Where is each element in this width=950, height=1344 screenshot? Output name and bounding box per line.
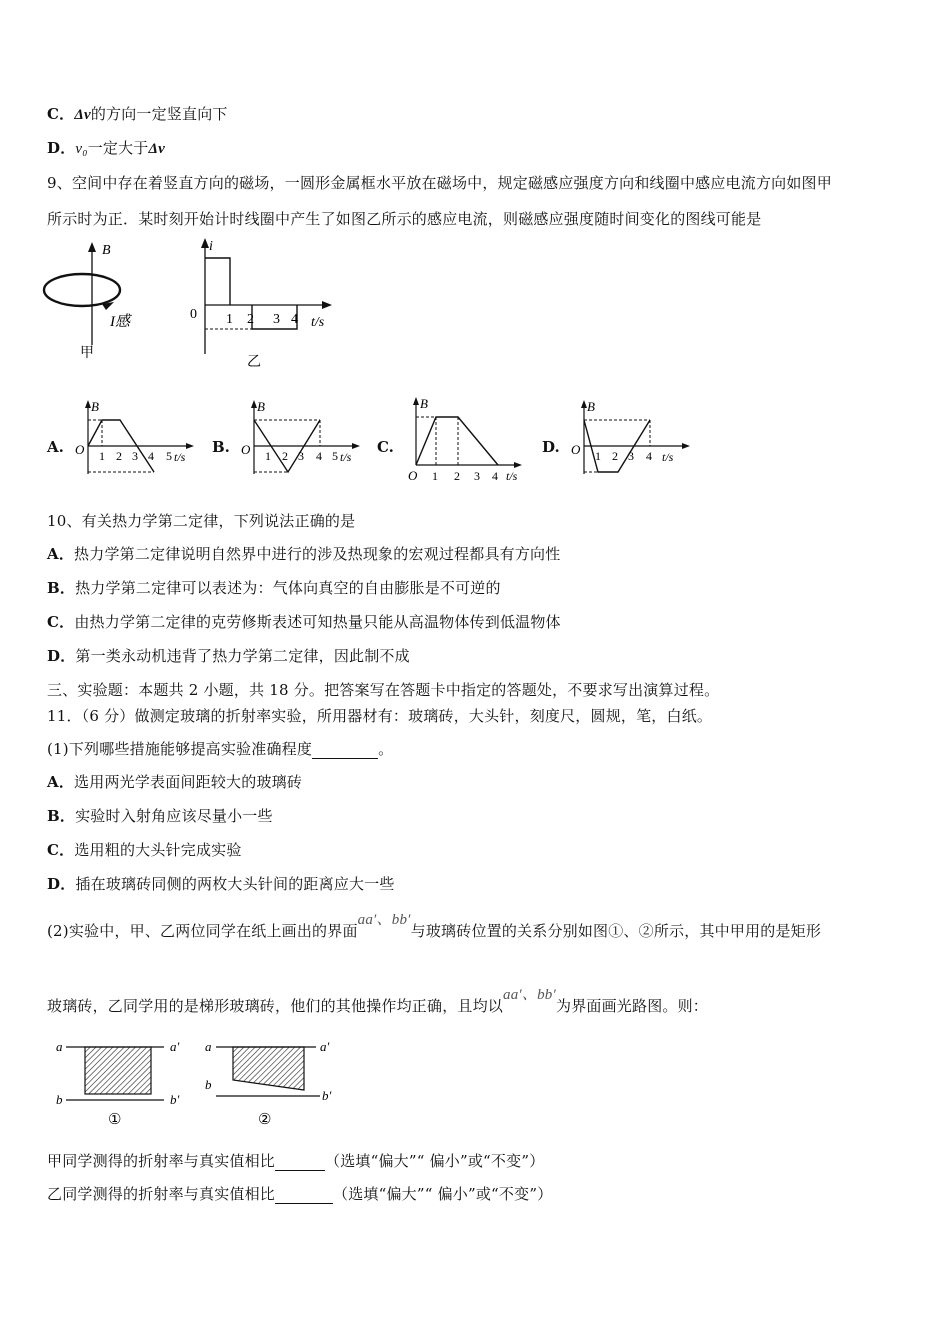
tick-label: 5 <box>332 449 338 463</box>
tick-label: 1 <box>99 449 105 463</box>
y-label: B <box>91 399 99 414</box>
answer-blank[interactable] <box>275 1156 325 1171</box>
option-text: 第一类永动机违背了热力学第二定律，因此制不成 <box>75 647 410 665</box>
q11-answer-jia <box>47 1150 544 1171</box>
caption: ② <box>258 1112 272 1128</box>
arrow-right-icon <box>186 443 194 449</box>
q10-option-c <box>47 611 561 632</box>
tick-label: 3 <box>298 449 304 463</box>
math-bb: bb′ <box>537 987 556 1003</box>
option-label: C． <box>47 841 75 859</box>
part2-text: 与玻璃砖位置的关系分别如图①、②所示，其中甲用的是矩形 <box>410 922 822 940</box>
q11-part1-stem <box>47 738 393 759</box>
tick-label: 4 <box>291 312 298 327</box>
label-a-prime: a′ <box>320 1039 330 1054</box>
tick-label: 2 <box>282 449 288 463</box>
b-curve <box>416 417 498 465</box>
math-bb: bb′ <box>391 912 411 928</box>
origin-label: 0 <box>190 307 197 322</box>
q11-stem: 11．（6 分）做测定玻璃的折射率实验，所用器材有：玻璃砖，大头针，刻度尺，圆规，笔，白纸。 <box>47 707 713 725</box>
x-label: t/s <box>311 315 325 330</box>
arrow-up-icon <box>88 242 96 252</box>
figure-yi <box>185 236 345 371</box>
option-label: B． <box>47 579 76 597</box>
part2-text: 玻璃砖，乙同学用的是梯形玻璃砖，他们的其他操作均正确，且均以 <box>47 997 504 1015</box>
q8-option-d <box>47 137 165 158</box>
q9-stem-line1: 9、空间中存在着竖直方向的磁场，一圆形金属框水平放在磁场中，规定磁感应强度方向和线圈中感应电流方向如图甲 <box>47 174 832 192</box>
caption: ① <box>108 1112 122 1128</box>
positive-pulse <box>205 258 230 305</box>
arrow-right-icon <box>352 443 360 449</box>
math-symbol: Δv <box>148 141 165 157</box>
figure-jia <box>40 240 150 365</box>
option-label: C． <box>47 105 75 123</box>
q9-stem-line2: 所示时为正．某时刻开始计时线圈中产生了如图乙所示的感应电流，则磁感应强度随时间变化的图线可能是 <box>47 210 762 228</box>
y-label: B <box>420 396 428 411</box>
origin-label: O <box>241 442 251 457</box>
glass-trapezoid <box>233 1047 304 1090</box>
x-label: t/s <box>340 450 352 464</box>
label-b-prime: b′ <box>170 1092 180 1107</box>
q9-option-c-graph <box>398 395 528 485</box>
option-label: D． <box>47 875 76 893</box>
tick-label: 2 <box>612 449 618 463</box>
figure-2-trapezoid-glass <box>200 1034 350 1130</box>
y-label: i <box>209 239 213 254</box>
answer-hint: （选填“偏大”“ 偏小”或“不变”） <box>325 1152 545 1170</box>
tick-label: 3 <box>273 312 280 327</box>
option-text: 实验时入射角应该尽量小一些 <box>75 807 273 825</box>
label-b: b <box>56 1092 63 1107</box>
x-label: t/s <box>174 450 186 464</box>
option-label: D． <box>47 139 76 157</box>
figure-1-rect-glass <box>52 1034 202 1130</box>
tick-label: 3 <box>628 449 634 463</box>
answer-hint: （选填“偏大”“ 偏小”或“不变”） <box>333 1185 553 1203</box>
option-text: 选用两光学表面间距较大的玻璃砖 <box>74 773 303 791</box>
q8-option-c <box>47 103 228 124</box>
answer-text: 甲同学测得的折射率与真实值相比 <box>47 1152 276 1170</box>
tick-label: 4 <box>316 449 322 463</box>
tick-label: 4 <box>646 449 652 463</box>
q11-option-b <box>47 805 273 826</box>
section-header: 三、实验题：本题共 2 小题，共 18 分。把答案写在答题卡中指定的答题处，不要求写出演算过程。 <box>47 681 720 699</box>
q9-option-d-graph <box>566 398 696 480</box>
q10-option-a <box>47 543 560 564</box>
math-sep: 、 <box>376 912 392 928</box>
arrow-right-icon <box>514 462 522 468</box>
origin-label: O <box>571 442 581 457</box>
part1-end: 。 <box>378 740 394 758</box>
i-label: I感 <box>110 314 130 330</box>
coil-ellipse <box>44 274 120 306</box>
option-text: 的方向一定竖直向下 <box>90 105 228 123</box>
option-text: 一定大于 <box>87 139 149 157</box>
label-a: a <box>56 1039 63 1054</box>
q9-option-b-label: B. <box>212 438 230 456</box>
tick-label: 2 <box>454 469 460 483</box>
math-interfaces <box>358 912 411 928</box>
tick-label: 4 <box>492 469 498 483</box>
origin-label: O <box>75 442 85 457</box>
option-label: A． <box>47 545 75 563</box>
origin-label: O <box>408 468 418 483</box>
arrow-up-icon <box>413 397 419 405</box>
label-b: b <box>205 1077 212 1092</box>
label-b-prime: b′ <box>322 1088 332 1103</box>
option-label: A． <box>47 773 75 791</box>
caption: 乙 <box>247 355 261 370</box>
tick-label: 4 <box>148 449 154 463</box>
q11-option-a <box>47 771 302 792</box>
math-sep: 、 <box>521 987 538 1003</box>
part2-text: 为界面画光路图。则： <box>556 997 709 1015</box>
math-interfaces <box>503 987 556 1003</box>
arrow-up-icon <box>201 238 209 248</box>
arrow-right-icon <box>682 443 690 449</box>
label-a: a <box>205 1039 212 1054</box>
caption: 甲 <box>80 346 94 361</box>
tick-label: 3 <box>474 469 480 483</box>
q11-part2-line2 <box>47 987 709 1016</box>
part2-text: (2)实验中，甲、乙两位同学在纸上画出的界面 <box>47 922 358 940</box>
part1-text: (1)下列哪些措施能够提高实验准确程度 <box>47 740 313 758</box>
tick-label: 1 <box>595 449 601 463</box>
answer-text: 乙同学测得的折射率与真实值相比 <box>47 1185 276 1203</box>
q9-option-a-graph <box>70 398 200 480</box>
q11-part2-line1 <box>47 912 822 941</box>
answer-blank[interactable] <box>275 1189 333 1204</box>
q9-option-c-label: C. <box>377 438 394 456</box>
option-label: C． <box>47 613 75 631</box>
tick-label: 5 <box>166 449 172 463</box>
tick-label: 3 <box>132 449 138 463</box>
b-label: B <box>102 243 111 258</box>
q11-option-d <box>47 873 395 894</box>
y-label: B <box>257 399 265 414</box>
x-label: t/s <box>662 450 674 464</box>
q10-option-b <box>47 577 501 598</box>
option-text: 热力学第二定律可以表述为：气体向真空的自由膨胀是不可逆的 <box>75 579 501 597</box>
math-aa: aa′ <box>357 912 377 928</box>
q9-option-d-label: D. <box>542 438 560 456</box>
option-label: B． <box>47 807 76 825</box>
option-text: 由热力学第二定律的克劳修斯表述可知热量只能从高温物体传到低温物体 <box>74 613 561 631</box>
tick-label: 1 <box>265 449 271 463</box>
q11-option-c <box>47 839 242 860</box>
tick-label: 1 <box>226 312 233 327</box>
option-text: 插在玻璃砖同侧的两枚大头针间的距离应大一些 <box>75 875 395 893</box>
tick-label: 2 <box>247 312 254 327</box>
y-label: B <box>587 399 595 414</box>
option-text: 热力学第二定律说明自然界中进行的涉及热现象的宏观过程都具有方向性 <box>74 545 561 563</box>
answer-blank[interactable] <box>312 744 378 759</box>
q10-option-d <box>47 645 410 666</box>
option-text: 选用粗的大头针完成实验 <box>74 841 242 859</box>
glass-rect <box>85 1047 151 1094</box>
math-symbol: Δv <box>74 107 91 123</box>
option-label: D． <box>47 647 76 665</box>
math-symbol: v₀ <box>75 141 88 157</box>
label-a-prime: a′ <box>170 1039 180 1054</box>
tick-label: 1 <box>432 469 438 483</box>
tick-label: 2 <box>116 449 122 463</box>
x-label: t/s <box>506 469 518 483</box>
q9-option-b-graph <box>236 398 366 480</box>
q10-stem: 10、有关热力学第二定律，下列说法正确的是 <box>47 512 356 530</box>
q11-answer-yi <box>47 1183 552 1204</box>
arrow-right-icon <box>322 301 332 309</box>
q9-option-a-label: A. <box>47 438 64 456</box>
math-aa: aa′ <box>503 987 522 1003</box>
